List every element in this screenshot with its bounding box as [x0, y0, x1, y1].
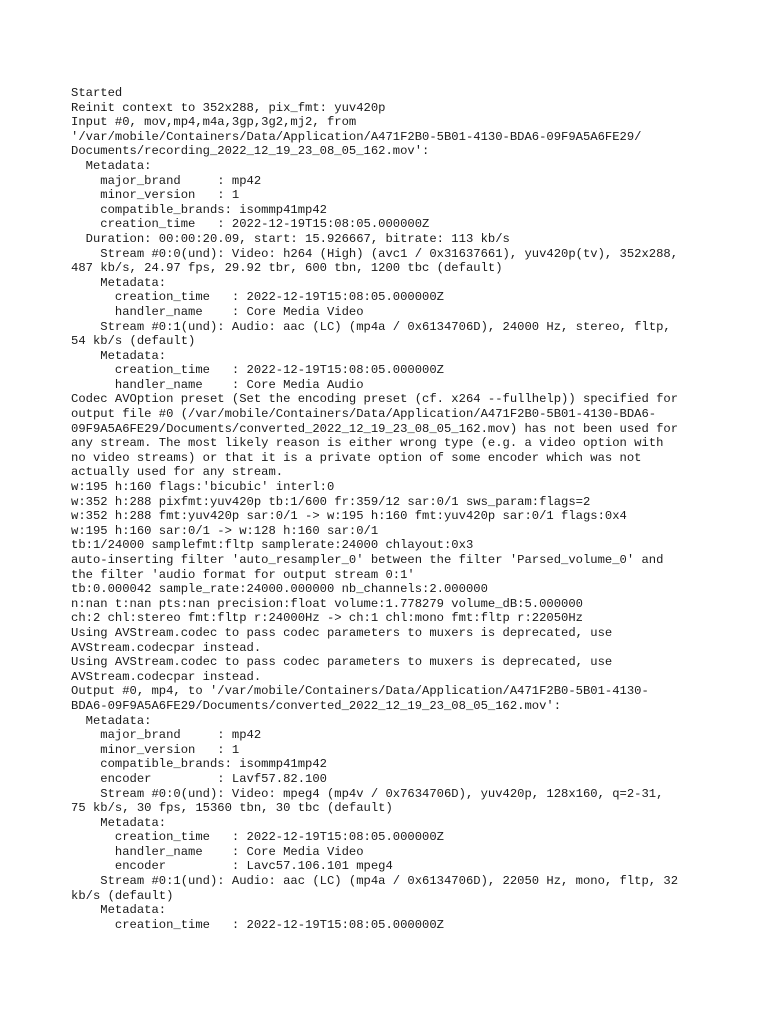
log-line: compatible_brands: isommp41mp42	[71, 757, 327, 772]
log-line: Metadata:	[71, 348, 167, 363]
log-line: creation_time : 2022-12-19T15:08:05.000000Z	[71, 363, 444, 378]
log-line: handler_name : Core Media Audio	[71, 377, 364, 392]
log-line: Input #0, mov,mp4,m4a,3gp,3g2,mj2, from	[71, 115, 357, 130]
log-line: output file #0 (/var/mobile/Containers/Data/Application/A471F2B0-5B01-4130-BDA6-	[71, 407, 657, 422]
log-line: any stream. The most likely reason is either wrong type (e.g. a video option with	[71, 436, 664, 451]
log-line: creation_time : 2022-12-19T15:08:05.000000Z	[71, 917, 444, 932]
log-line: Duration: 00:00:20.09, start: 15.926667, bitrate: 113 kb/s	[71, 231, 510, 246]
log-line: creation_time : 2022-12-19T15:08:05.000000Z	[71, 217, 430, 232]
log-line: Metadata:	[71, 903, 167, 918]
log-output	[71, 86, 711, 932]
log-line: tb:1/24000 samplefmt:fltp samplerate:24000 chlayout:0x3	[71, 538, 474, 553]
log-line: w:352 h:288 fmt:yuv420p sar:0/1 -> w:195 h:160 fmt:yuv420p sar:0/1 flags:0x4	[71, 509, 627, 524]
log-line: handler_name : Core Media Video	[71, 304, 364, 319]
log-line: '/var/mobile/Containers/Data/Application/A471F2B0-5B01-4130-BDA6-09F9A5A6FE29/	[71, 129, 642, 144]
log-line: Metadata:	[71, 158, 152, 173]
log-line: n:nan t:nan pts:nan precision:float volume:1.778279 volume_dB:5.000000	[71, 596, 583, 611]
log-line: kb/s (default)	[71, 888, 174, 903]
log-line: minor_version : 1	[71, 188, 240, 203]
log-line: encoder : Lavf57.82.100	[71, 771, 327, 786]
log-line: ch:2 chl:stereo fmt:fltp r:24000Hz -> ch:1 chl:mono fmt:fltp r:22050Hz	[71, 611, 583, 626]
log-line: creation_time : 2022-12-19T15:08:05.000000Z	[71, 290, 444, 305]
log-line: encoder : Lavc57.106.101 mpeg4	[71, 859, 393, 874]
log-line: auto-inserting filter 'auto_resampler_0' between the filter 'Parsed_volume_0' and	[71, 553, 664, 567]
log-line: w:352 h:288 pixfmt:yuv420p tb:1/600 fr:359/12 sar:0/1 sws_param:flags=2	[71, 494, 591, 509]
log-line: Documents/recording_2022_12_19_23_08_05_162.mov':	[71, 144, 430, 159]
log-line: Reinit context to 352x288, pix_fmt: yuv420p	[71, 100, 386, 115]
log-line: creation_time : 2022-12-19T15:08:05.000000Z	[71, 830, 444, 845]
log-line: AVStream.codecpar instead.	[71, 640, 262, 655]
log-line: minor_version : 1	[71, 742, 240, 757]
log-line: handler_name : Core Media Video	[71, 844, 364, 859]
log-line: w:195 h:160 flags:'bicubic' interl:0	[71, 480, 335, 495]
log-line: actually used for any stream.	[71, 465, 284, 480]
log-line: tb:0.000042 sample_rate:24000.000000 nb_channels:2.000000	[71, 582, 488, 597]
log-line: major_brand : mp42	[71, 728, 262, 743]
log-line: Stream #0:0(und): Video: mpeg4 (mp4v / 0x7634706D), yuv420p, 128x160, q=2-31,	[71, 786, 664, 801]
log-line: 487 kb/s, 24.97 fps, 29.92 tbr, 600 tbn, 1200 tbc (default)	[71, 261, 503, 276]
log-line: BDA6-09F9A5A6FE29/Documents/converted_2022_12_19_23_08_05_162.mov':	[71, 698, 562, 713]
log-line: Codec AVOption preset (Set the encoding preset (cf. x264 --fullhelp)) specified for	[71, 392, 679, 407]
log-line: Stream #0:0(und): Video: h264 (High) (avc1 / 0x31637661), yuv420p(tv), 352x288,	[71, 246, 679, 261]
log-line: Metadata:	[71, 815, 167, 830]
log-line: AVStream.codecpar instead.	[71, 669, 262, 684]
log-line: 75 kb/s, 30 fps, 15360 tbn, 30 tbc (default)	[71, 801, 393, 816]
log-line: Metadata:	[71, 713, 152, 728]
log-line: w:195 h:160 sar:0/1 -> w:128 h:160 sar:0/1	[71, 523, 379, 538]
log-line: Using AVStream.codec to pass codec parameters to muxers is deprecated, use	[71, 655, 613, 670]
log-line: Output #0, mp4, to '/var/mobile/Containers/Data/Application/A471F2B0-5B01-4130-	[71, 684, 649, 699]
log-line: 09F9A5A6FE29/Documents/converted_2022_12_19_23_08_05_162.mov) has not been used for	[71, 421, 679, 436]
log-line: Stream #0:1(und): Audio: aac (LC) (mp4a / 0x6134706D), 22050 Hz, mono, fltp, 32	[71, 874, 679, 889]
log-line: Stream #0:1(und): Audio: aac (LC) (mp4a / 0x6134706D), 24000 Hz, stereo, fltp,	[71, 319, 671, 334]
log-line: Metadata:	[71, 275, 167, 290]
log-line: no video streams) or that it is a private option of some encoder which was not	[71, 450, 642, 465]
log-line: major_brand : mp42	[71, 173, 262, 188]
log-line: compatible_brands: isommp41mp42	[71, 202, 327, 217]
log-line: Using AVStream.codec to pass codec parameters to muxers is deprecated, use	[71, 625, 613, 640]
log-line: Started	[71, 86, 123, 100]
log-line: 54 kb/s (default)	[71, 334, 196, 349]
log-line: the filter 'audio format for output stream 0:1'	[71, 567, 415, 582]
